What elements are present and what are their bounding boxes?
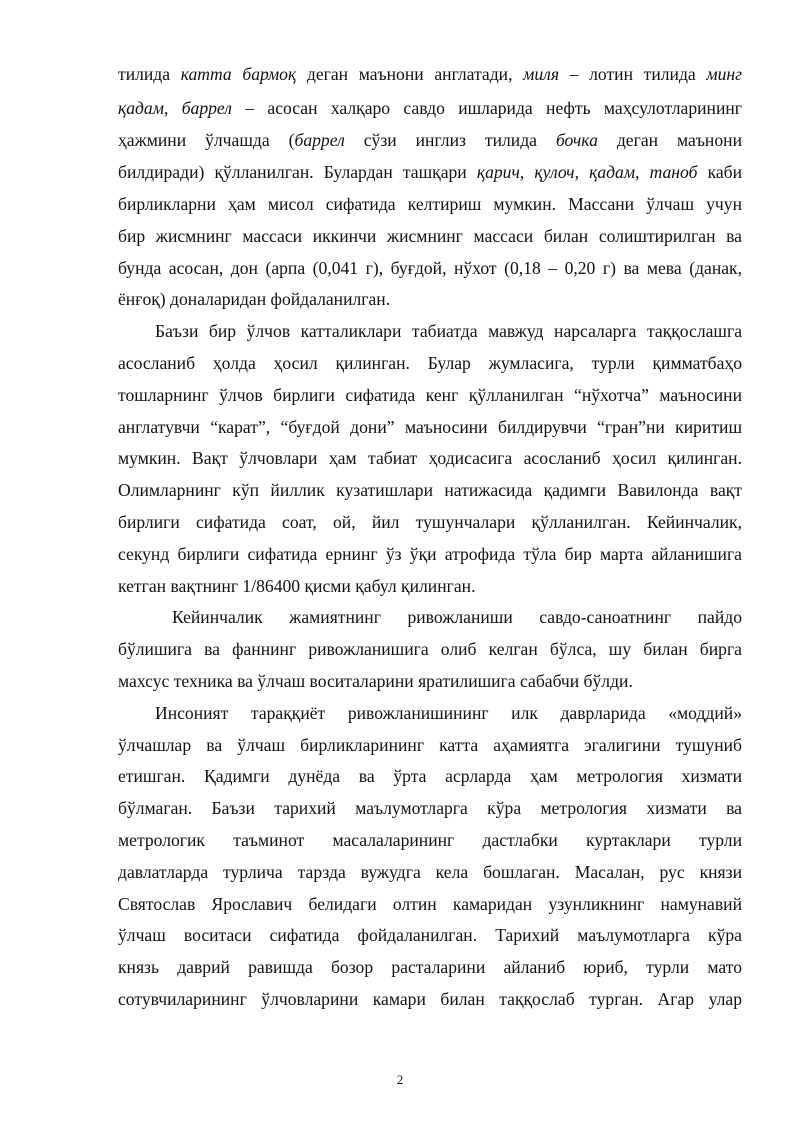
- text-run: сотувчиларининг ўлчовларини камари билан таққослаб турган. Агар улар: [118, 989, 742, 1009]
- text-line: [118, 984, 742, 1016]
- text-line: [118, 189, 742, 221]
- text-line: [118, 825, 742, 857]
- text-run: ,: [574, 162, 590, 182]
- text-run: кетган вақтнинг 1/86400 қисми қабул қилинган.: [118, 576, 476, 596]
- text-run: бир жисмнинг массаси иккинчи жисмнинг массаси билан солиштирилган ва: [118, 226, 742, 246]
- text-run: ,: [163, 98, 182, 118]
- text-run: ёнғоқ) доналаридан фойдаланилган.: [118, 289, 391, 309]
- text-line: [118, 59, 742, 91]
- italic-term: миля: [523, 64, 560, 84]
- text-run: секунд бирлиги сифатида ернинг ўз ўқи атрофида тўла бир марта айланишига: [118, 544, 742, 564]
- text-run: тошларнинг ўлчов бирлиги сифатида кенг қўлланилган “нўхотча” маъносини: [118, 385, 742, 405]
- text-run: ҳажмини ўлчашда (: [118, 130, 295, 150]
- text-run: – лотин тилида: [559, 64, 707, 84]
- text-run: Святослав Ярославич белидаги олтин камаридан узунликнинг намунавий: [118, 894, 742, 914]
- text-line: [118, 348, 742, 380]
- italic-term: баррел: [181, 98, 232, 118]
- text-line: [118, 284, 742, 316]
- text-line: [118, 730, 742, 762]
- text-run: билдиради) қўлланилган. Булардан ташқари: [118, 162, 477, 182]
- text-run: асосланиб ҳолда ҳосил қилинган. Булар жумласига, турли қимматбаҳо: [118, 353, 742, 373]
- text-run: Инсоният тараққиёт ривожланишининг илк даврларида «моддий»: [155, 703, 742, 723]
- text-line: [118, 443, 742, 475]
- text-line: [118, 889, 742, 921]
- italic-term: қулоч: [534, 162, 575, 182]
- italic-term: қадам: [589, 162, 636, 182]
- text-line: [118, 857, 742, 889]
- text-line: [118, 157, 742, 189]
- text-run: давлатларда турлича тарзда вужудга кела бошлаган. Масалан, рус князи: [118, 862, 742, 882]
- text-run: князь даврий равишда бозор расталарини айланиб юриб, турли мато: [118, 957, 742, 977]
- text-line: [118, 221, 742, 253]
- italic-term: минг: [706, 64, 742, 84]
- text-line: [118, 920, 742, 952]
- text-run: ўлчашлар ва ўлчаш бирликларининг катта аҳамиятга эгалигини тушуниб: [118, 735, 742, 755]
- text-run: бўлмаган. Баъзи тарихий маълумотларга кўра метрология хизмати ва: [118, 798, 742, 818]
- text-line: [118, 539, 742, 571]
- text-run: деган маънони англатади,: [296, 64, 524, 84]
- text-line: [118, 475, 742, 507]
- italic-term: таноб: [649, 162, 698, 182]
- text-run: мумкин. Вақт ўлчовлари ҳам табиат ҳодисасига асосланиб ҳосил қилинган.: [118, 448, 742, 468]
- italic-term: қадам: [118, 98, 164, 118]
- text-run: – асосан халқаро савдо ишларида нефть маҳсулотларининг: [231, 98, 742, 118]
- text-run: каби: [697, 162, 743, 182]
- text-line: [172, 602, 742, 634]
- text-run: махсус техника ва ўлчаш воситаларини яратилишига сабабчи бўлди.: [118, 671, 633, 691]
- text-line: [155, 698, 742, 730]
- text-run: англатувчи “карат”, “буғдой дони” маъносини билдирувчи “гран”ни киритиш: [118, 417, 742, 437]
- text-run: бирлиги сифатида соат, ой, йил тушунчалари қўлланилган. Кейинчалик,: [118, 512, 742, 532]
- page-number: 2: [396, 1072, 404, 1087]
- text-run: тилида: [118, 64, 181, 84]
- text-run: бунда асосан, дон (арпа (0,041 г), буғдой, нўхот (0,18 – 0,20 г) ва мева (данак,: [118, 258, 742, 278]
- text-run: ,: [519, 162, 535, 182]
- text-run: бўлишига ва фаннинг ривожланишига олиб келган бўлса, шу билан бирга: [118, 639, 742, 659]
- text-run: Олимларнинг кўп йиллик кузатишлари натижасида қадимги Вавилонда вақт: [118, 480, 742, 500]
- italic-term: катта бармоқ: [180, 64, 297, 84]
- text-run: Баъзи бир ўлчов катталиклари табиатда мавжуд нарсаларга таққослашга: [155, 321, 742, 341]
- text-run: ўлчаш воситаси сифатида фойдаланилган. Тарихий маълумотларга кўра: [118, 925, 742, 945]
- text-line: [118, 125, 742, 157]
- text-run: метрологик таъминот масалаларининг дастлабки куртаклари турли: [118, 830, 742, 850]
- text-run: етишган. Қадимги дунёда ва ўрта асрларда ҳам метрология хизмати: [118, 766, 742, 786]
- text-line: [118, 507, 742, 539]
- text-line: [118, 380, 742, 412]
- italic-term: бочка: [555, 130, 598, 150]
- text-line: [118, 253, 742, 285]
- text-line: [155, 316, 742, 348]
- italic-term: қарич: [476, 162, 520, 182]
- italic-term: баррел: [294, 130, 345, 150]
- text-line: [118, 666, 742, 698]
- text-line: [118, 93, 742, 125]
- text-run: сўзи инглиз тилида: [344, 130, 556, 150]
- text-run: ,: [635, 162, 650, 182]
- text-run: бирликларни ҳам мисол сифатида келтириш мумкин. Массани ўлчаш учун: [118, 194, 742, 214]
- text-line: [118, 412, 742, 444]
- text-run: деган маънони: [597, 130, 742, 150]
- text-line: [118, 952, 742, 984]
- text-line: [118, 571, 742, 603]
- text-run: Кейинчалик жамиятнинг ривожланиши савдо-саноатнинг пайдо: [172, 607, 742, 627]
- text-line: [118, 761, 742, 793]
- text-line: [118, 793, 742, 825]
- text-line: [118, 634, 742, 666]
